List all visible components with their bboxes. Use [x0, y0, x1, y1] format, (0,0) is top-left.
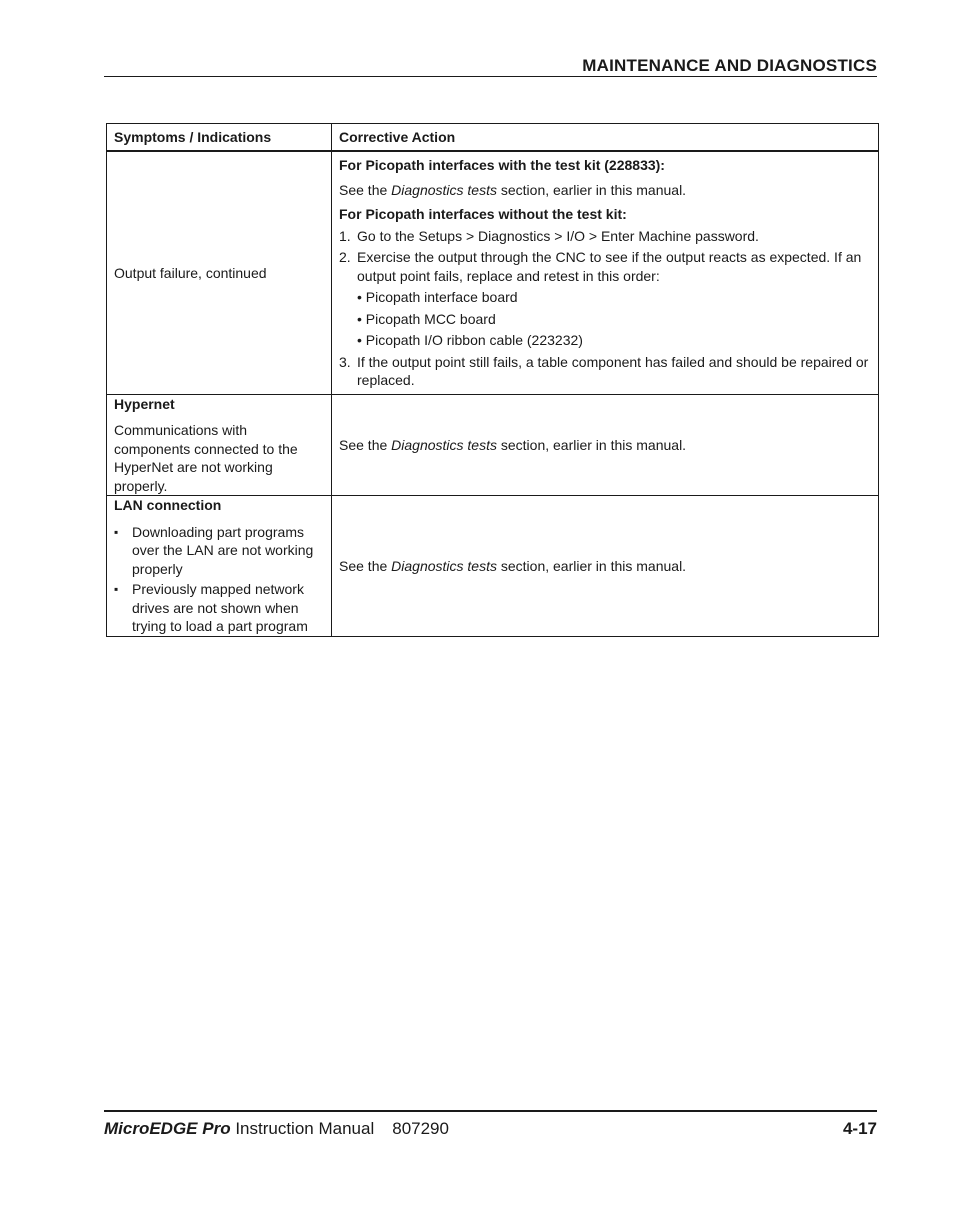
replace-order-item: • Picopath interface board [357, 289, 518, 305]
symptom-cell [107, 394, 332, 496]
without-kit-heading: For Picopath interfaces without the test kit: [339, 206, 627, 222]
symptom-cell [107, 496, 332, 637]
action-cell [332, 394, 879, 496]
bullet-icon: ▪ [114, 524, 119, 539]
column-header-action: Corrective Action [332, 124, 879, 152]
see-diagnostics-text: See the Diagnostics tests section, earlier in this manual. [339, 436, 687, 453]
diagnostics-tests-reference: Diagnostics tests [391, 436, 497, 453]
see-diagnostics-text: See the Diagnostics tests section, earlier in this manual. [339, 557, 687, 574]
diagnostics-tests-reference: Diagnostics tests [391, 181, 497, 198]
table-header-row [107, 124, 879, 152]
replace-order-item: • Picopath MCC board [357, 310, 496, 327]
diagnostics-tests-reference: Diagnostics tests [391, 557, 497, 574]
page-number: 4-17 [842, 1119, 877, 1138]
with-kit-heading: For Picopath interfaces with the test kit (228833): [339, 157, 665, 173]
footer-manual-title [104, 1119, 449, 1139]
see-diagnostics-text: See the Diagnostics tests section, earlier in this manual. [339, 181, 687, 198]
manual-label: Instruction Manual [230, 1119, 375, 1138]
section-title: MAINTENANCE AND DIAGNOSTICS [582, 56, 877, 75]
list-item: ▪ Previously mapped network drives are not shown when trying to load a part program [114, 581, 308, 634]
step-item: 3. If the output point still fails, a table component has failed and should be repaired or replaced. [339, 353, 869, 388]
symptom-title: Hypernet [114, 395, 175, 412]
step-item: 1. Go to the Setups > Diagnostics > I/O > Enter Machine password. [339, 227, 759, 244]
step-item: 2. Exercise the output through the CNC to see if the output reacts as expected. If an output point fails, replace and retest in this order: [339, 249, 862, 284]
symptom-description: Communications with components connected to the HyperNet are not working properly. [114, 422, 298, 494]
column-header-symptoms: Symptoms / Indications [107, 124, 332, 152]
footer-rule [104, 1110, 877, 1112]
table-row [107, 151, 879, 394]
document-number: 807290 [392, 1119, 449, 1138]
symptom-list [114, 523, 324, 636]
header-rule [104, 76, 877, 77]
action-cell [332, 496, 879, 637]
table-row [107, 394, 879, 496]
table-row [107, 496, 879, 637]
symptom-text: Output failure, continued [114, 264, 267, 281]
bullet-icon: ▪ [114, 582, 119, 596]
replace-order-item: • Picopath I/O ribbon cable (223232) [357, 332, 583, 348]
action-cell [332, 151, 879, 394]
symptom-title: LAN connection [114, 497, 222, 513]
troubleshooting-table [106, 123, 879, 637]
list-item: ▪ Downloading part programs over the LAN are not working properly [114, 523, 314, 577]
product-name: MicroEDGE Pro [104, 1119, 231, 1138]
symptom-cell [107, 151, 332, 394]
